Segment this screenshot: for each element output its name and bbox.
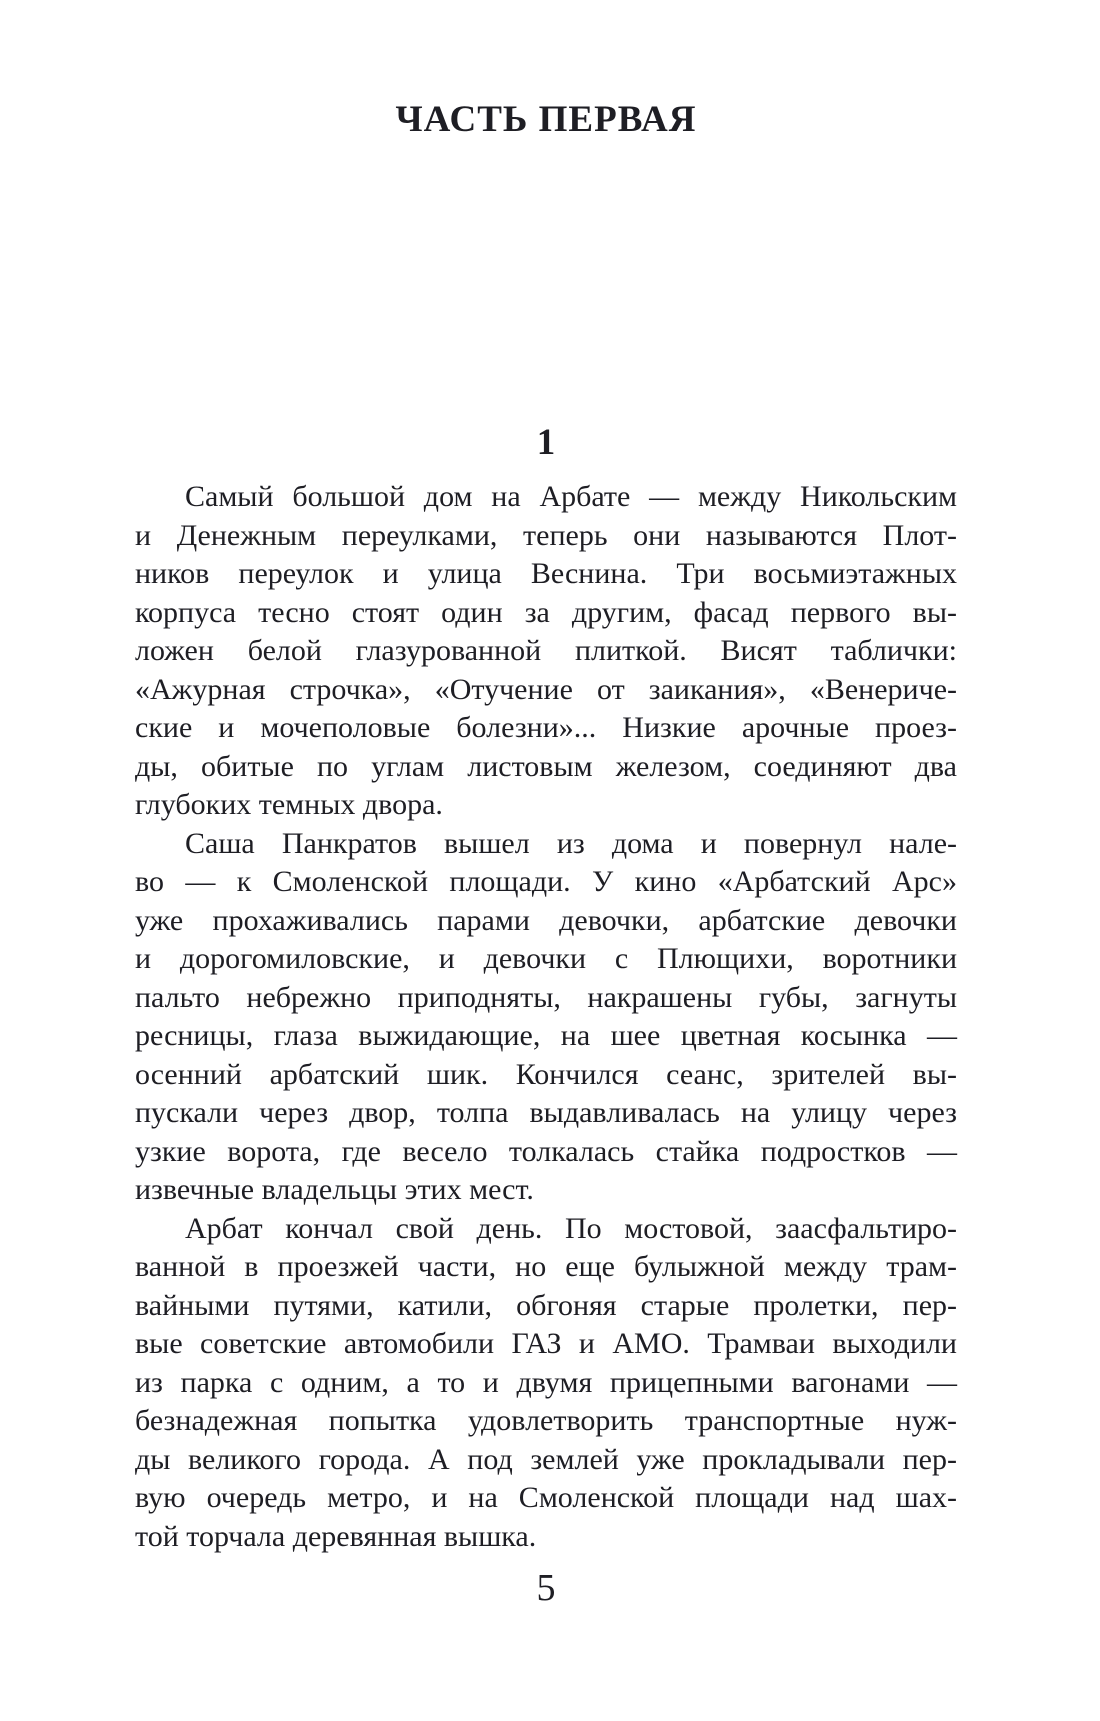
text-line: глубоких темных двора. xyxy=(135,788,443,821)
text-line: Саша Панкратов вышел из дома и повернул нале- xyxy=(185,826,957,860)
text-line: вайными путями, катили, обгоняя старые пролетки, пер- xyxy=(135,1288,957,1322)
text-line: ские и мочеполовые болезни»... Низкие арочные проез- xyxy=(135,711,957,744)
body-text xyxy=(135,478,957,1556)
text-line: осенний арбатский шик. Кончился сеанс, зрителей вы- xyxy=(135,1057,957,1091)
text-line: и дорогомиловские, и девочки с Плющихи, воротники xyxy=(135,942,957,975)
text-line: безнадежная попытка удовлетворить транспортные нуж- xyxy=(135,1404,957,1437)
text-line: вую очередь метро, и на Смоленской площади над шах- xyxy=(135,1481,957,1514)
text-line: пускали через двор, толпа выдавливалась на улицу через xyxy=(135,1096,957,1129)
text-line: ванной в проезжей части, но еще булыжной между трам- xyxy=(135,1250,957,1283)
text-line: «Ажурная строчка», «Отучение от заикания», «Венериче- xyxy=(135,672,957,706)
text-line: ников переулок и улица Веснина. Три восьмиэтажных xyxy=(135,557,957,590)
text-line: той торчала деревянная вышка. xyxy=(135,1519,537,1553)
text-line: и Денежным переулками, теперь они называются Плот- xyxy=(135,518,957,552)
text-line: узкие ворота, где весело толкалась стайка подростков — xyxy=(135,1134,957,1168)
text-line: Арбат кончал свой день. По мостовой, заасфальтиро- xyxy=(185,1211,957,1245)
part-title: ЧАСТЬ ПЕРВАЯ xyxy=(395,99,697,140)
text-line: ды великого города. А под землей уже прокладывали пер- xyxy=(135,1442,957,1476)
text-line: ресницы, глаза выжидающие, на шее цветная косынка — xyxy=(135,1019,957,1052)
page-number: 5 xyxy=(536,1567,556,1609)
text-line: извечные владельцы этих мест. xyxy=(135,1173,534,1206)
chapter-number: 1 xyxy=(536,422,556,463)
text-line: уже прохаживались парами девочки, арбатские девочки xyxy=(135,903,957,937)
text-line: ложен белой глазурованной плиткой. Висят таблички: xyxy=(135,634,957,667)
text-line: вые советские автомобили ГАЗ и АМО. Трамваи выходили xyxy=(135,1327,957,1360)
text-line: корпуса тесно стоят один за другим, фасад первого вы- xyxy=(135,595,957,629)
text-line: из парка с одним, а то и двумя прицепными вагонами — xyxy=(135,1365,957,1399)
text-line: Самый большой дом на Арбате — между Никольским xyxy=(185,480,957,513)
text-line: пальто небрежно приподняты, накрашены губы, загнуты xyxy=(135,980,957,1014)
text-line: во — к Смоленской площади. У кино «Арбатский Арс» xyxy=(135,865,957,898)
text-line: ды, обитые по углам листовым железом, соединяют два xyxy=(135,749,957,783)
